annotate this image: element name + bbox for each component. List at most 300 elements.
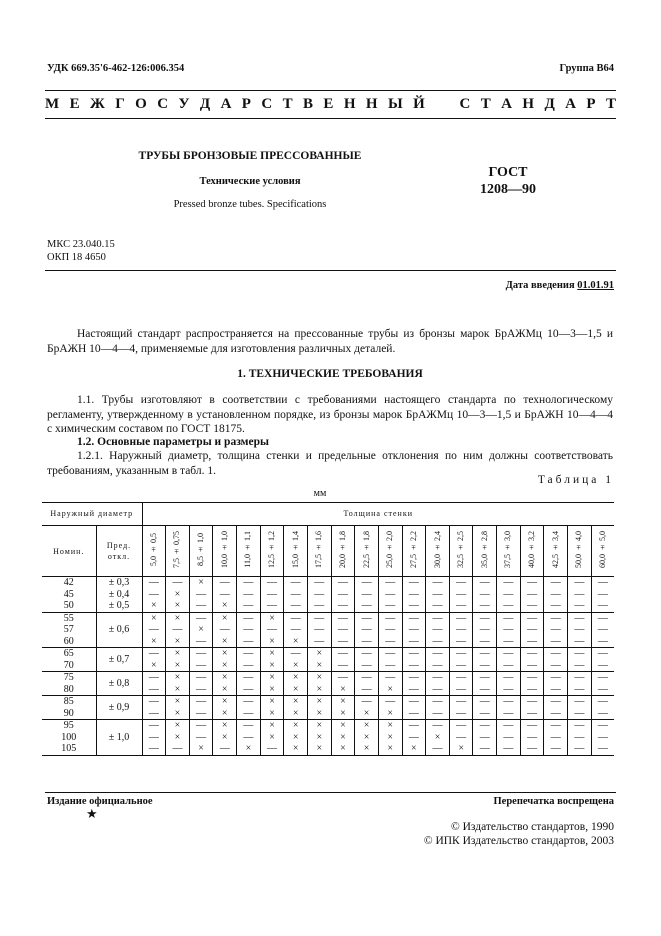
availability-cell: ×: [166, 708, 190, 720]
banner-letter: Г: [115, 96, 125, 112]
availability-cell: —: [520, 672, 544, 684]
availability-cell: ×: [331, 720, 355, 732]
gost-number: [448, 164, 568, 198]
banner-letter: Е: [323, 96, 334, 112]
availability-cell: —: [497, 612, 521, 624]
outer-diameter-header: Наружный диаметр: [42, 503, 142, 526]
nominal-diameter: 65: [42, 648, 96, 660]
availability-cell: —: [520, 732, 544, 744]
availability-cell: —: [189, 720, 213, 732]
availability-cell: ×: [166, 684, 190, 696]
availability-cell: —: [497, 589, 521, 601]
banner-letter: Н: [365, 96, 378, 112]
banner-letter: Д: [199, 96, 211, 112]
availability-cell: —: [426, 648, 450, 660]
availability-cell: —: [591, 589, 614, 601]
availability-cell: —: [189, 648, 213, 660]
availability-cell: —: [520, 612, 544, 624]
availability-cell: —: [473, 684, 497, 696]
availability-cell: —: [426, 743, 450, 755]
banner-bottom-rule: [45, 118, 616, 119]
availability-cell: —: [189, 660, 213, 672]
availability-cell: —: [591, 600, 614, 612]
availability-cell: —: [426, 708, 450, 720]
availability-cell: ×: [166, 720, 190, 732]
availability-cell: —: [497, 684, 521, 696]
availability-cell: —: [544, 612, 568, 624]
availability-cell: —: [284, 589, 308, 601]
availability-cell: —: [544, 696, 568, 708]
availability-cell: ×: [166, 660, 190, 672]
availability-cell: —: [142, 708, 166, 720]
banner-top-rule: [45, 90, 616, 91]
banner-letter: Т: [282, 96, 293, 112]
tolerance-header: Пред. откл.: [96, 526, 142, 577]
availability-cell: —: [355, 660, 379, 672]
availability-cell: —: [237, 612, 261, 624]
availability-cell: —: [568, 684, 592, 696]
availability-cell: —: [213, 624, 237, 636]
availability-cell: ×: [142, 600, 166, 612]
availability-cell: —: [213, 577, 237, 589]
paragraph-1-2-1: 1.2.1. Наружный диаметр, толщина стенки и предельные отклонения по ним должны соответствовать требованиям, указанным в табл. 1.: [47, 450, 613, 477]
availability-cell: —: [520, 708, 544, 720]
availability-cell: —: [473, 636, 497, 648]
availability-cell: —: [449, 684, 473, 696]
availability-cell: ×: [189, 743, 213, 755]
wall-column-header: 32,5 ± 2,5: [449, 526, 473, 577]
availability-cell: ×: [260, 720, 284, 732]
availability-cell: —: [520, 720, 544, 732]
intro-date-label: Дата введения: [505, 280, 575, 291]
intro-date-value: 01.01.91: [577, 280, 614, 291]
copyright-2003: © ИПК Издательство стандартов, 2003: [423, 835, 614, 847]
availability-cell: —: [591, 684, 614, 696]
availability-cell: ×: [331, 696, 355, 708]
wall-column-header: 27,5 ± 2,2: [402, 526, 426, 577]
availability-cell: —: [520, 660, 544, 672]
wall-column-header: 30,0 ± 2,4: [426, 526, 450, 577]
availability-cell: ×: [307, 684, 331, 696]
banner-letter: М: [45, 96, 60, 112]
wall-column-header: 50,0 ± 4,0: [568, 526, 592, 577]
availability-cell: —: [426, 589, 450, 601]
availability-cell: —: [426, 720, 450, 732]
availability-cell: —: [568, 708, 592, 720]
availability-cell: ×: [213, 720, 237, 732]
availability-cell: —: [331, 577, 355, 589]
mks-code: МКС 23.040.15: [47, 239, 115, 250]
banner-letter: С: [261, 96, 273, 112]
availability-cell: ×: [213, 696, 237, 708]
availability-cell: —: [544, 708, 568, 720]
availability-cell: —: [142, 648, 166, 660]
diameter-tolerance: ± 1,0: [96, 720, 142, 756]
availability-cell: —: [189, 696, 213, 708]
wall-column-header: 10,0 ± 1,0: [213, 526, 237, 577]
wall-column-header: 35,0 ± 2,8: [473, 526, 497, 577]
availability-cell: —: [426, 660, 450, 672]
banner-letter: Н: [343, 96, 356, 112]
availability-cell: —: [497, 624, 521, 636]
availability-cell: —: [544, 600, 568, 612]
availability-cell: —: [544, 589, 568, 601]
availability-cell: ×: [378, 743, 402, 755]
availability-cell: ×: [307, 720, 331, 732]
availability-cell: —: [520, 577, 544, 589]
wall-thickness-header: Толщина стенки: [142, 503, 614, 526]
availability-cell: —: [497, 720, 521, 732]
availability-cell: —: [237, 708, 261, 720]
availability-cell: —: [260, 589, 284, 601]
availability-cell: ×: [213, 708, 237, 720]
table-row: [42, 672, 614, 684]
availability-cell: ×: [331, 684, 355, 696]
availability-cell: —: [237, 648, 261, 660]
availability-cell: —: [591, 660, 614, 672]
availability-cell: —: [449, 708, 473, 720]
availability-cell: ×: [166, 600, 190, 612]
official-edition: Издание официальное: [47, 796, 153, 807]
availability-cell: —: [237, 636, 261, 648]
availability-cell: —: [473, 732, 497, 744]
wall-column-header: 11,0 ± 1,1: [237, 526, 261, 577]
availability-cell: —: [142, 624, 166, 636]
wall-column-header: 22,5 ± 1,8: [355, 526, 379, 577]
availability-cell: ×: [284, 708, 308, 720]
availability-cell: —: [355, 684, 379, 696]
availability-cell: —: [378, 612, 402, 624]
availability-cell: ×: [166, 612, 190, 624]
gost-label: ГОСТ: [488, 165, 528, 180]
availability-cell: —: [284, 577, 308, 589]
availability-cell: —: [284, 648, 308, 660]
availability-cell: —: [378, 600, 402, 612]
availability-cell: —: [355, 636, 379, 648]
wall-column-header: 42,5 ± 3,4: [544, 526, 568, 577]
availability-cell: —: [189, 636, 213, 648]
availability-cell: —: [473, 708, 497, 720]
banner-letter: Т: [480, 96, 491, 112]
reprint-notice: Перепечатка воспрещена: [493, 796, 614, 807]
wall-column-header: 12,5 ± 1,2: [260, 526, 284, 577]
availability-cell: —: [520, 636, 544, 648]
availability-cell: ×: [284, 743, 308, 755]
availability-cell: —: [568, 672, 592, 684]
availability-cell: —: [402, 648, 426, 660]
table-row: [42, 696, 614, 708]
availability-cell: —: [544, 636, 568, 648]
availability-cell: ×: [355, 720, 379, 732]
availability-cell: —: [284, 624, 308, 636]
availability-cell: ×: [213, 660, 237, 672]
availability-cell: ×: [284, 732, 308, 744]
availability-cell: ×: [142, 612, 166, 624]
availability-cell: ×: [260, 672, 284, 684]
availability-cell: —: [497, 660, 521, 672]
diameter-tolerance: ± 0,7: [96, 648, 142, 672]
availability-cell: ×: [355, 732, 379, 744]
availability-cell: —: [355, 624, 379, 636]
banner-letter: Р: [241, 96, 251, 112]
availability-cell: ×: [260, 612, 284, 624]
document-title-english: Pressed bronze tubes. Specifications: [173, 199, 327, 210]
availability-cell: —: [591, 743, 614, 755]
availability-cell: —: [568, 660, 592, 672]
availability-cell: —: [331, 648, 355, 660]
diameter-tolerance: ± 0,6: [96, 612, 142, 648]
availability-cell: —: [331, 612, 355, 624]
availability-cell: —: [284, 600, 308, 612]
availability-cell: ×: [213, 648, 237, 660]
availability-cell: —: [520, 743, 544, 755]
availability-cell: —: [378, 624, 402, 636]
availability-cell: —: [307, 600, 331, 612]
availability-cell: ×: [213, 672, 237, 684]
availability-cell: —: [142, 577, 166, 589]
banner-letter: В: [303, 96, 314, 112]
availability-cell: ×: [166, 589, 190, 601]
wall-column-header: 8,5 ± 1,0: [189, 526, 213, 577]
availability-cell: —: [449, 648, 473, 660]
availability-cell: —: [473, 577, 497, 589]
availability-cell: —: [142, 720, 166, 732]
availability-cell: ×: [284, 684, 308, 696]
availability-cell: —: [142, 696, 166, 708]
availability-cell: —: [402, 684, 426, 696]
availability-cell: ×: [260, 696, 284, 708]
availability-cell: —: [189, 684, 213, 696]
availability-cell: —: [260, 600, 284, 612]
availability-cell: —: [520, 648, 544, 660]
availability-cell: —: [307, 589, 331, 601]
availability-cell: ×: [260, 684, 284, 696]
availability-cell: —: [473, 743, 497, 755]
nominal-diameter: 57: [42, 624, 96, 636]
availability-cell: ×: [142, 660, 166, 672]
availability-cell: —: [307, 624, 331, 636]
availability-cell: ×: [142, 636, 166, 648]
availability-cell: —: [473, 624, 497, 636]
banner-letter: Ж: [89, 96, 105, 112]
availability-cell: —: [568, 743, 592, 755]
availability-cell: —: [237, 684, 261, 696]
availability-cell: —: [544, 672, 568, 684]
banner-letter: А: [501, 96, 512, 112]
table-row: [42, 577, 614, 589]
diameter-tolerance: ± 0,3: [96, 577, 142, 589]
availability-cell: —: [591, 624, 614, 636]
availability-cell: —: [568, 624, 592, 636]
availability-cell: —: [591, 708, 614, 720]
availability-cell: —: [497, 743, 521, 755]
copyright-1990: © Издательство стандартов, 1990: [450, 821, 614, 833]
table-caption: Таблица 1: [537, 474, 614, 486]
availability-cell: —: [402, 720, 426, 732]
availability-cell: ×: [284, 672, 308, 684]
nominal-diameter: 75: [42, 672, 96, 684]
availability-cell: —: [378, 636, 402, 648]
availability-cell: ×: [378, 684, 402, 696]
banner-letter: А: [220, 96, 232, 112]
gost-code: 1208—90: [480, 182, 536, 197]
availability-cell: —: [402, 600, 426, 612]
availability-cell: —: [355, 696, 379, 708]
banner-letter: Д: [544, 96, 555, 112]
availability-cell: —: [142, 589, 166, 601]
availability-cell: —: [449, 612, 473, 624]
availability-cell: —: [426, 636, 450, 648]
wall-column-header: 15,0 ± 1,4: [284, 526, 308, 577]
availability-cell: —: [473, 600, 497, 612]
availability-cell: —: [544, 743, 568, 755]
availability-cell: —: [497, 577, 521, 589]
availability-cell: —: [166, 743, 190, 755]
availability-cell: —: [402, 577, 426, 589]
availability-cell: ×: [307, 743, 331, 755]
availability-cell: —: [378, 672, 402, 684]
availability-cell: —: [473, 660, 497, 672]
banner-letter: Й: [413, 96, 425, 112]
availability-cell: —: [331, 624, 355, 636]
availability-cell: —: [402, 589, 426, 601]
nominal-diameter: 90: [42, 708, 96, 720]
nominal-diameter: 60: [42, 636, 96, 648]
availability-cell: —: [544, 720, 568, 732]
availability-cell: —: [449, 636, 473, 648]
availability-cell: —: [142, 672, 166, 684]
availability-cell: —: [497, 600, 521, 612]
availability-cell: —: [378, 589, 402, 601]
nominal-diameter: 42: [42, 577, 96, 589]
udk-code: УДК 669.35'6-462-126:006.354: [47, 63, 185, 74]
availability-cell: —: [402, 636, 426, 648]
nominal-diameter: 100: [42, 732, 96, 744]
diameter-tolerance: ± 0,8: [96, 672, 142, 696]
availability-cell: —: [497, 672, 521, 684]
group-code: Группа В64: [559, 63, 614, 74]
availability-cell: —: [568, 636, 592, 648]
banner-letter: У: [178, 96, 190, 112]
availability-cell: —: [473, 720, 497, 732]
availability-cell: ×: [307, 708, 331, 720]
wall-column-header: 60,0 ± 5,0: [591, 526, 614, 577]
availability-cell: ×: [378, 708, 402, 720]
availability-cell: —: [331, 660, 355, 672]
availability-cell: —: [237, 589, 261, 601]
availability-cell: —: [473, 672, 497, 684]
intro-paragraph: Настоящий стандарт распространяется на прессованные трубы из бронзы марок БрАЖМц 10—3—1,5 и БрАЖН 10—4—4, применяемые для изготовления различных деталей.: [47, 328, 613, 355]
availability-cell: —: [426, 672, 450, 684]
availability-cell: —: [213, 589, 237, 601]
availability-cell: —: [331, 636, 355, 648]
availability-cell: —: [166, 624, 190, 636]
availability-cell: —: [568, 696, 592, 708]
availability-cell: —: [497, 636, 521, 648]
availability-cell: —: [189, 732, 213, 744]
availability-cell: —: [497, 708, 521, 720]
star-icon: ★: [86, 806, 98, 821]
diameter-tolerance: ± 0,9: [96, 696, 142, 720]
banner-letter: О: [135, 96, 147, 112]
availability-cell: ×: [284, 660, 308, 672]
banner-letter: С: [157, 96, 169, 112]
availability-cell: ×: [307, 648, 331, 660]
availability-cell: —: [568, 589, 592, 601]
availability-cell: —: [237, 696, 261, 708]
availability-cell: ×: [260, 732, 284, 744]
wall-column-header: 7,5 ± 0,75: [166, 526, 190, 577]
availability-cell: —: [544, 577, 568, 589]
availability-cell: ×: [331, 743, 355, 755]
paragraph-1-2: 1.2. Основные параметры и размеры: [77, 436, 269, 448]
availability-cell: —: [473, 648, 497, 660]
availability-cell: —: [568, 732, 592, 744]
availability-cell: —: [591, 720, 614, 732]
table-row: [42, 720, 614, 732]
availability-cell: —: [402, 696, 426, 708]
availability-cell: ×: [189, 577, 213, 589]
availability-cell: —: [449, 600, 473, 612]
availability-cell: —: [544, 732, 568, 744]
availability-cell: —: [544, 684, 568, 696]
availability-cell: —: [591, 612, 614, 624]
diameter-tolerance: ± 0,4: [96, 589, 142, 601]
nominal-diameter: 45: [42, 589, 96, 601]
availability-cell: ×: [449, 743, 473, 755]
availability-cell: —: [378, 648, 402, 660]
availability-cell: —: [402, 708, 426, 720]
availability-cell: —: [378, 696, 402, 708]
nominal-diameter: 95: [42, 720, 96, 732]
document-subtitle: Технические условия: [199, 176, 301, 187]
availability-cell: ×: [237, 743, 261, 755]
availability-cell: —: [307, 577, 331, 589]
availability-cell: —: [402, 732, 426, 744]
dimensions-table: [42, 502, 614, 756]
availability-cell: —: [426, 577, 450, 589]
table-units: мм: [313, 488, 327, 499]
table-row: [42, 648, 614, 660]
availability-cell: —: [426, 696, 450, 708]
nominal-diameter: 55: [42, 612, 96, 624]
availability-cell: —: [142, 743, 166, 755]
classification-codes: [47, 238, 115, 264]
availability-cell: —: [402, 672, 426, 684]
availability-cell: —: [237, 732, 261, 744]
availability-cell: —: [449, 720, 473, 732]
banner-letter: А: [565, 96, 577, 112]
nominal-diameter: 80: [42, 684, 96, 696]
availability-cell: —: [307, 612, 331, 624]
table-row: [42, 612, 614, 624]
availability-cell: ×: [331, 708, 355, 720]
availability-cell: ×: [166, 672, 190, 684]
availability-cell: —: [544, 648, 568, 660]
availability-cell: —: [449, 696, 473, 708]
availability-cell: ×: [307, 732, 331, 744]
wall-column-header: 5,0 ± 0,5: [142, 526, 166, 577]
banner-letter: Н: [522, 96, 535, 112]
availability-cell: —: [520, 684, 544, 696]
availability-cell: ×: [166, 636, 190, 648]
diameter-tolerance: ± 0,5: [96, 600, 142, 612]
availability-cell: —: [497, 732, 521, 744]
wall-column-header: 25,0 ± 2,0: [378, 526, 402, 577]
availability-cell: —: [331, 672, 355, 684]
availability-cell: —: [237, 672, 261, 684]
availability-cell: —: [449, 624, 473, 636]
